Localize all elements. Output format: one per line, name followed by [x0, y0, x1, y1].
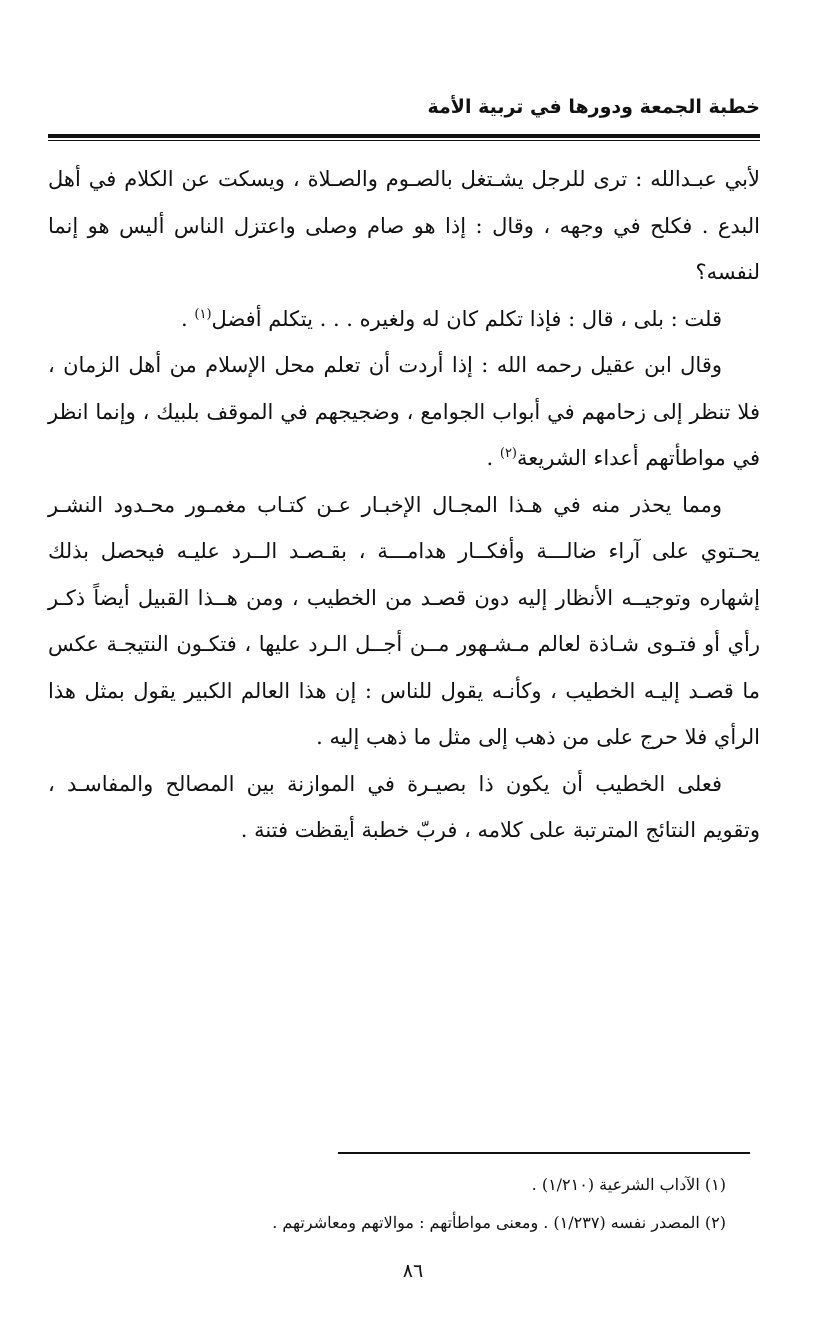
paragraph-4: ومما يحذر منه في هـذا المجـال الإخبـار عـن كتـاب مغمـور محـدود النشـر يحـتوي على آراء ضالـــة وأفكــار هدامـــة ، بقـصـد الــرد عليـه فيحصل بذلك إشهاره وتوجيــه الأنظار إليه دون قصـد من الخطيب ، ومن هــذا القبيل أيضاً ذكـر رأي أو فتـوى شـاذة لعالم مـشـهور مــن أجــل الـرد عليها ، فتكـون النتيجـة عكس ما قصـد إليـه الخطيب ، وكأنـه يقول للناس : إن هذا العالم الكبير يقول بمثل هذا الرأي فلا حرج على من ذهب إلى مثل ما ذهب إليه .	[48, 492, 760, 749]
paragraph-2-end: .	[181, 306, 195, 331]
footnote-ref-2: (٢)	[499, 446, 517, 461]
paragraph-3	[48, 342, 760, 482]
footnote-separator	[338, 1152, 750, 1154]
paragraph-5: فعلى الخطيب أن يكون ذا بصيـرة في الموازنة بين المصالح والمفاسـد ، وتقويم النتائج المترتبة على كلامه ، فربّ خطبة أيقظت فتنة .	[48, 771, 760, 842]
paragraph-2	[48, 296, 760, 343]
body-text	[48, 156, 760, 854]
paragraph-3-text: وقال ابن عقيل رحمه الله : إذا أردت أن تعلم محل الإسلام من أهل الزمان ، فلا تنظر إلى زحامهم في أبواب الجوامع ، وضجيجهم في الموقف بلبيك ، وإنما انظر في مواطأتهم أعداء الشريعة	[48, 353, 760, 470]
footnote-1: (١) الآداب الشرعية (١/٢١٠) .	[531, 1175, 726, 1194]
header-rule-thick	[48, 134, 760, 138]
paragraph-3-end: .	[486, 446, 500, 470]
paragraph-1: لأبي عبـدالله : ترى للرجل يشـتغل بالصـوم والصـلاة ، ويسكت عن الكلام في أهل البدع . فكلح في وجهه ، وقال : إذا هو صام وصلى واعتزل الناس أليس هو إنما لنفسه؟	[48, 167, 760, 284]
footnote-2: (٢) المصدر نفسه (١/٢٣٧) . ومعنى مواطأتهم : موالاتهم ومعاشرتهم .	[272, 1213, 726, 1232]
footnote-ref-1: (١)	[194, 306, 212, 322]
page-number: ٨٦	[402, 1260, 424, 1282]
header-rule-thin	[48, 140, 760, 141]
paragraph-2-text: قلت : بلى ، قال : فإذا تكلم كان له ولغيره . . . يتكلم أفضل	[211, 306, 722, 331]
footnotes	[48, 1166, 726, 1242]
running-header: خطبة الجمعة ودورها في تربية الأمة	[427, 96, 760, 118]
